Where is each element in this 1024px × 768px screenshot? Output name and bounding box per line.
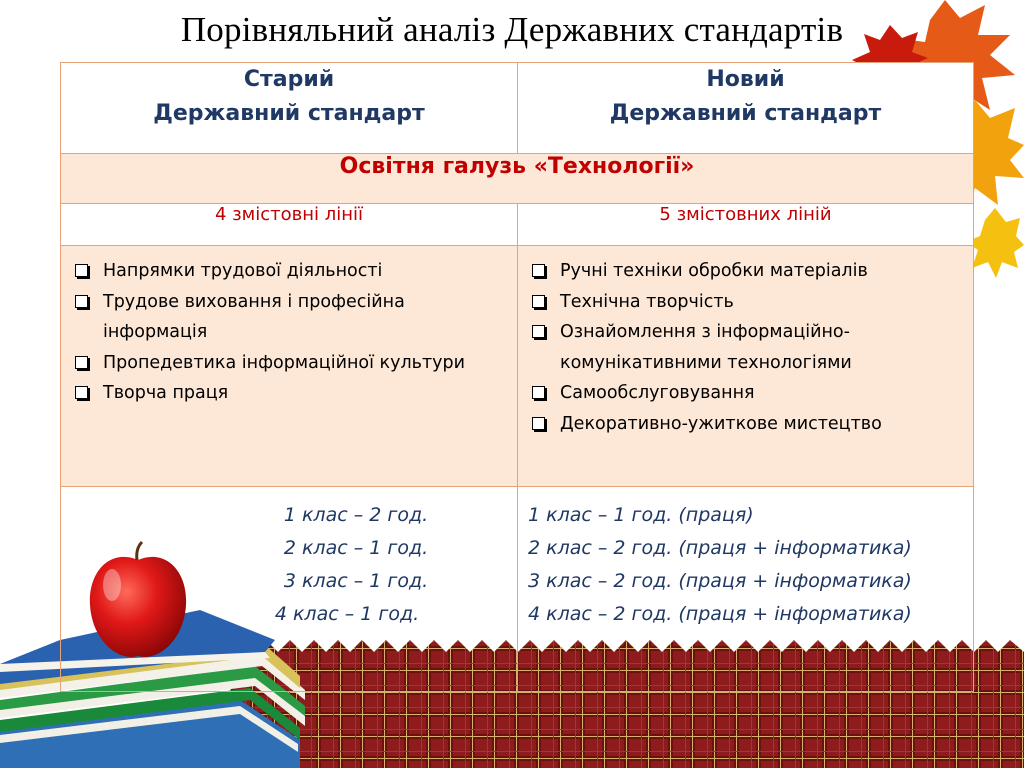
checkbox-bullet-icon	[75, 264, 88, 277]
slide-title: Порівняльний аналіз Державних стандартів	[180, 10, 844, 49]
hours-line: 1 клас – 2 год.	[283, 504, 429, 526]
checkbox-bullet-icon	[532, 264, 545, 277]
list-item: Творча праця	[73, 378, 509, 409]
hours-line: 1 клас – 1 год. (праця)	[528, 504, 754, 526]
checkbox-bullet-icon	[75, 386, 88, 399]
hours-line: 2 клас – 2 год. (праця + інформатика)	[528, 537, 912, 559]
old-content-lines: 4 змістовні лінії	[61, 204, 518, 246]
checkbox-bullet-icon	[75, 356, 88, 369]
old-standard-subtitle: Державний стандарт	[153, 101, 425, 126]
hours-line: 2 клас – 1 год.	[283, 537, 429, 559]
old-standard-title: Старий	[243, 67, 335, 92]
list-item: Декоративно-ужиткове мистецтво	[530, 409, 965, 440]
list-item: Ознайомлення з інформаційно-комунікативними технологіями	[530, 317, 965, 378]
table-header-row	[61, 63, 974, 154]
new-standard-title: Новий	[706, 67, 785, 92]
old-standard-header	[61, 63, 518, 154]
new-standard-header	[518, 63, 974, 154]
education-area-row	[61, 154, 974, 204]
old-items-cell	[61, 246, 518, 487]
list-item: Ручні техніки обробки матеріалів	[530, 256, 965, 287]
hours-line: 4 клас – 1 год.	[274, 603, 420, 625]
list-item: Технічна творчість	[530, 287, 965, 318]
new-items-list	[518, 246, 973, 439]
checkbox-bullet-icon	[532, 417, 545, 430]
new-items-cell	[518, 246, 974, 487]
checkbox-bullet-icon	[75, 295, 88, 308]
list-item: Самообслуговування	[530, 378, 965, 409]
new-hours-list	[518, 487, 973, 631]
list-item: Трудове виховання і професійна інформація	[73, 287, 509, 348]
content-lines-row	[61, 204, 974, 246]
comparison-table	[60, 62, 974, 692]
new-content-lines: 5 змістовних ліній	[518, 204, 974, 246]
content-items-row	[61, 246, 974, 487]
hours-line: 4 клас – 2 год. (праця + інформатика)	[528, 603, 912, 625]
list-item: Пропедевтика інформаційної культури	[73, 348, 509, 379]
new-hours-cell	[518, 487, 974, 692]
list-item: Напрямки трудової діяльності	[73, 256, 509, 287]
checkbox-bullet-icon	[532, 295, 545, 308]
checkbox-bullet-icon	[532, 325, 545, 338]
new-standard-subtitle: Державний стандарт	[609, 101, 882, 126]
old-items-list	[61, 246, 517, 409]
education-area-label: Освітня галузь «Технології»	[61, 154, 974, 204]
old-hours-list	[61, 487, 517, 631]
hours-line: 3 клас – 1 год.	[283, 570, 429, 592]
checkbox-bullet-icon	[532, 386, 545, 399]
old-hours-cell	[61, 487, 518, 692]
hours-row	[61, 487, 974, 692]
hours-line: 3 клас – 2 год. (праця + інформатика)	[528, 570, 912, 592]
